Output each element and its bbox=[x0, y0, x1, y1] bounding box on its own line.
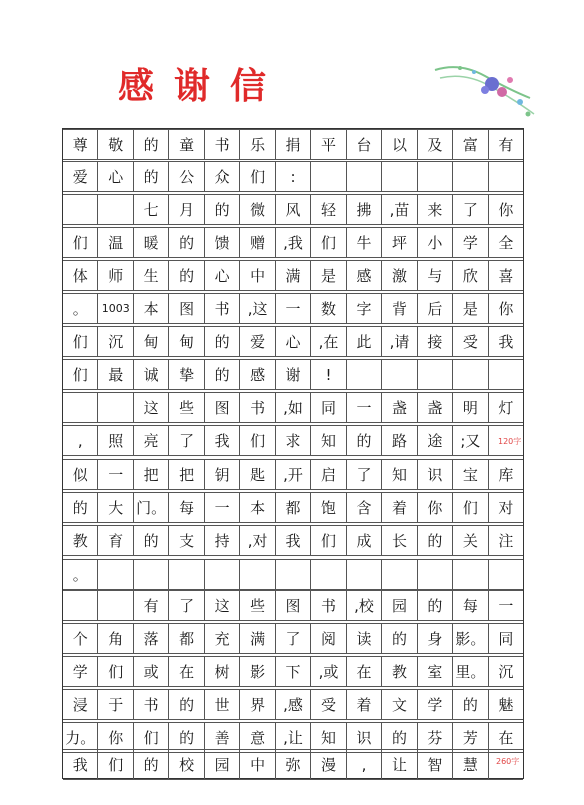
grid-cell: 园 bbox=[205, 749, 240, 780]
grid-cell: 受 bbox=[311, 689, 346, 720]
grid-cell: 是 bbox=[311, 260, 346, 291]
grid-cell: 师 bbox=[98, 260, 133, 291]
grid-cell: 似 bbox=[63, 459, 98, 490]
grid-cell: 心 bbox=[98, 161, 133, 192]
grid-cell: 弥 bbox=[276, 749, 311, 780]
grid-cell: 们 bbox=[63, 326, 98, 357]
grid-cell: 每 bbox=[169, 492, 204, 523]
grid-cell: 下 bbox=[276, 656, 311, 687]
grid-cell: 富 bbox=[453, 129, 488, 160]
grid-cell: 坪 bbox=[382, 227, 417, 258]
grid-cell bbox=[489, 359, 523, 390]
grid-cell: 及 bbox=[418, 129, 453, 160]
grid-cell: 。 bbox=[63, 293, 98, 324]
grid-cell: ,校 bbox=[347, 590, 382, 621]
grid-cell: 漫 bbox=[311, 749, 346, 780]
grid-cell: 大 bbox=[98, 492, 133, 523]
grid-cell: 书 bbox=[311, 590, 346, 621]
grid-cell: 微 bbox=[240, 194, 275, 225]
grid-cell: 你 bbox=[418, 492, 453, 523]
grid-cell: 着 bbox=[382, 492, 417, 523]
grid-cell: 风 bbox=[276, 194, 311, 225]
grid-cell: 把 bbox=[134, 459, 169, 490]
grid-cell: 阅 bbox=[311, 623, 346, 654]
grid-cell: 识 bbox=[418, 459, 453, 490]
grid-row bbox=[63, 326, 523, 357]
grid-cell: ;又 bbox=[453, 425, 488, 456]
grid-cell: 的 bbox=[453, 689, 488, 720]
grid-cell: ,我 bbox=[276, 227, 311, 258]
grid-cell: 同 bbox=[311, 392, 346, 423]
grid-cell: 一 bbox=[98, 459, 133, 490]
grid-cell: 心 bbox=[276, 326, 311, 357]
grid-cell: 室 bbox=[418, 656, 453, 687]
grid-cell: 数 bbox=[311, 293, 346, 324]
grid-cell: ! bbox=[311, 359, 346, 390]
grid-cell: 甸 bbox=[169, 326, 204, 357]
grid-cell: 亮 bbox=[134, 425, 169, 456]
grid-cell: 的 bbox=[205, 194, 240, 225]
grid-row bbox=[63, 459, 523, 490]
grid-cell: 的 bbox=[134, 129, 169, 160]
grid-cell: 挚 bbox=[169, 359, 204, 390]
grid-cell: 识 bbox=[347, 722, 382, 753]
grid-row bbox=[63, 161, 523, 192]
grid-cell bbox=[347, 559, 382, 590]
grid-cell: 明 bbox=[453, 392, 488, 423]
grid-row bbox=[63, 260, 523, 291]
grid-cell: 在 bbox=[169, 656, 204, 687]
grid-cell: 成 bbox=[347, 525, 382, 556]
grid-cell: 有 bbox=[489, 129, 523, 160]
grid-cell: 的 bbox=[134, 749, 169, 780]
grid-cell: 与 bbox=[418, 260, 453, 291]
grid-cell: 诚 bbox=[134, 359, 169, 390]
grid-cell: 众 bbox=[205, 161, 240, 192]
grid-cell: 一 bbox=[205, 492, 240, 523]
grid-cell: 公 bbox=[169, 161, 204, 192]
grid-cell: 乐 bbox=[240, 129, 275, 160]
word-counter-260: 260字 bbox=[496, 757, 520, 766]
grid-cell: 中 bbox=[240, 749, 275, 780]
grid-cell: 盏 bbox=[382, 392, 417, 423]
grid-cell: 的 bbox=[169, 260, 204, 291]
grid-cell: 校 bbox=[169, 749, 204, 780]
grid-cell: 每 bbox=[453, 590, 488, 621]
grid-cell: ,开 bbox=[276, 459, 311, 490]
grid-row bbox=[63, 227, 523, 258]
grid-cell: ,如 bbox=[276, 392, 311, 423]
grid-row bbox=[63, 194, 523, 225]
grid-cell: 后 bbox=[418, 293, 453, 324]
grid-cell: 你 bbox=[489, 293, 523, 324]
grid-cell: 魅 bbox=[489, 689, 523, 720]
grid-cell: 落 bbox=[134, 623, 169, 654]
grid-cell: 门。 bbox=[134, 492, 169, 523]
grid-cell: 把 bbox=[169, 459, 204, 490]
grid-cell: 喜 bbox=[489, 260, 523, 291]
grid-cell: 。 bbox=[63, 559, 98, 590]
grid-cell bbox=[382, 359, 417, 390]
grid-cell: 图 bbox=[169, 293, 204, 324]
grid-cell: 照 bbox=[98, 425, 133, 456]
grid-cell: 体 bbox=[63, 260, 98, 291]
grid-cell: 意 bbox=[240, 722, 275, 753]
grid-cell: 园 bbox=[382, 590, 417, 621]
grid-cell: 是 bbox=[453, 293, 488, 324]
grid-cell: ,让 bbox=[276, 722, 311, 753]
grid-cell: ,感 bbox=[276, 689, 311, 720]
grid-cell bbox=[311, 559, 346, 590]
grid-cell: 书 bbox=[205, 129, 240, 160]
grid-row bbox=[63, 293, 523, 324]
grid-cell: 我 bbox=[63, 749, 98, 780]
grid-cell: 轻 bbox=[311, 194, 346, 225]
grid-cell: 的 bbox=[63, 492, 98, 523]
grid-cell bbox=[418, 559, 453, 590]
grid-cell: 些 bbox=[240, 590, 275, 621]
grid-cell: 了 bbox=[276, 623, 311, 654]
grid-row bbox=[63, 749, 523, 780]
grid-cell: 灯 bbox=[489, 392, 523, 423]
grid-cell: 小 bbox=[418, 227, 453, 258]
grid-cell: 影 bbox=[240, 656, 275, 687]
grid-cell: 的 bbox=[382, 722, 417, 753]
grid-cell: 本 bbox=[240, 492, 275, 523]
grid-cell: 拂 bbox=[347, 194, 382, 225]
grid-cell: , bbox=[63, 425, 98, 456]
grid-cell: 或 bbox=[134, 656, 169, 687]
grid-cell: 尊 bbox=[63, 129, 98, 160]
grid-cell: 世 bbox=[205, 689, 240, 720]
grid-cell: , bbox=[347, 749, 382, 780]
grid-cell: 谢 bbox=[276, 359, 311, 390]
grid-cell: 这 bbox=[134, 392, 169, 423]
grid-cell bbox=[489, 161, 523, 192]
grid-row bbox=[63, 392, 523, 423]
grid-cell: 生 bbox=[134, 260, 169, 291]
grid-cell: 持 bbox=[205, 525, 240, 556]
grid-cell: 心 bbox=[205, 260, 240, 291]
grid-cell: 字 bbox=[347, 293, 382, 324]
grid-cell: 都 bbox=[276, 492, 311, 523]
grid-cell: 最 bbox=[98, 359, 133, 390]
grid-cell: 注 bbox=[489, 525, 523, 556]
grid-cell: 有 bbox=[134, 590, 169, 621]
grid-cell: 的 bbox=[134, 161, 169, 192]
grid-cell: 们 bbox=[63, 359, 98, 390]
grid-cell: 了 bbox=[169, 425, 204, 456]
grid-cell: 学 bbox=[453, 227, 488, 258]
grid-cell: 了 bbox=[453, 194, 488, 225]
grid-cell: 对 bbox=[489, 492, 523, 523]
grid-cell: 接 bbox=[418, 326, 453, 357]
grid-cell: 敬 bbox=[98, 129, 133, 160]
grid-cell bbox=[382, 559, 417, 590]
grid-cell: 感 bbox=[347, 260, 382, 291]
grid-cell: 们 bbox=[453, 492, 488, 523]
grid-cell: 了 bbox=[169, 590, 204, 621]
grid-cell bbox=[169, 559, 204, 590]
grid-cell: 书 bbox=[134, 689, 169, 720]
grid-cell: 图 bbox=[276, 590, 311, 621]
grid-cell bbox=[98, 590, 133, 621]
grid-cell: 求 bbox=[276, 425, 311, 456]
grid-cell: 来 bbox=[418, 194, 453, 225]
grid-cell: 芬 bbox=[418, 722, 453, 753]
grid-cell: 长 bbox=[382, 525, 417, 556]
grid-cell: 一 bbox=[276, 293, 311, 324]
grid-cell: 欣 bbox=[453, 260, 488, 291]
grid-cell: 浸 bbox=[63, 689, 98, 720]
grid-cell bbox=[453, 161, 488, 192]
grid-cell: 于 bbox=[98, 689, 133, 720]
grid-cell: 知 bbox=[382, 459, 417, 490]
grid-cell: 芳 bbox=[453, 722, 488, 753]
grid-cell: 同 bbox=[489, 623, 523, 654]
grid-cell: 七 bbox=[134, 194, 169, 225]
word-counter-120: 120字 bbox=[498, 437, 522, 446]
grid-cell: 着 bbox=[347, 689, 382, 720]
grid-cell: 树 bbox=[205, 656, 240, 687]
grid-cell: 读 bbox=[347, 623, 382, 654]
grid-cell: 满 bbox=[240, 623, 275, 654]
grid-row bbox=[63, 525, 523, 556]
grid-cell: 此 bbox=[347, 326, 382, 357]
grid-cell: 甸 bbox=[134, 326, 169, 357]
grid-cell: 的 bbox=[169, 227, 204, 258]
grid-row bbox=[63, 492, 523, 523]
grid-cell: 捐 bbox=[276, 129, 311, 160]
grid-cell bbox=[63, 392, 98, 423]
grid-cell: 本 bbox=[134, 293, 169, 324]
grid-cell: 一 bbox=[489, 590, 523, 621]
grid-cell: 钥 bbox=[205, 459, 240, 490]
grid-cell bbox=[489, 559, 523, 590]
grid-cell: 些 bbox=[169, 392, 204, 423]
grid-cell: 童 bbox=[169, 129, 204, 160]
grid-cell bbox=[453, 359, 488, 390]
grid-cell: 牛 bbox=[347, 227, 382, 258]
grid-cell: 个 bbox=[63, 623, 98, 654]
grid-cell: 智 bbox=[418, 749, 453, 780]
grid-cell: 你 bbox=[98, 722, 133, 753]
grid-cell: 暖 bbox=[134, 227, 169, 258]
grid-cell: 们 bbox=[98, 749, 133, 780]
grid-row bbox=[63, 623, 523, 654]
grid-cell: 的 bbox=[347, 425, 382, 456]
grid-cell bbox=[205, 559, 240, 590]
grid-cell: 们 bbox=[134, 722, 169, 753]
grid-row bbox=[63, 590, 523, 621]
grid-cell: 的 bbox=[205, 359, 240, 390]
grid-cell: 慧 bbox=[453, 749, 488, 780]
grid-cell: 的 bbox=[205, 326, 240, 357]
grid-cell: 馈 bbox=[205, 227, 240, 258]
grid-cell bbox=[63, 194, 98, 225]
grid-cell: : bbox=[276, 161, 311, 192]
grid-cell: 学 bbox=[418, 689, 453, 720]
grid-cell: 平 bbox=[311, 129, 346, 160]
grid-cell: 宝 bbox=[453, 459, 488, 490]
grid-cell bbox=[418, 359, 453, 390]
grid-cell: 饱 bbox=[311, 492, 346, 523]
grid-cell: 激 bbox=[382, 260, 417, 291]
grid-cell: 盏 bbox=[418, 392, 453, 423]
grid-cell: 书 bbox=[240, 392, 275, 423]
grid-cell bbox=[240, 559, 275, 590]
grid-cell bbox=[98, 559, 133, 590]
grid-row bbox=[63, 129, 523, 160]
grid-cell: 力。 bbox=[63, 722, 98, 753]
grid-cell: 的 bbox=[169, 722, 204, 753]
grid-cell: 受 bbox=[453, 326, 488, 357]
grid-cell: 这 bbox=[205, 590, 240, 621]
grid-cell: 温 bbox=[98, 227, 133, 258]
grid-cell: ,苗 bbox=[382, 194, 417, 225]
grid-cell: 的 bbox=[418, 590, 453, 621]
grid-cell: 知 bbox=[311, 425, 346, 456]
grid-cell: 关 bbox=[453, 525, 488, 556]
grid-cell: 充 bbox=[205, 623, 240, 654]
grid-cell: 1003 bbox=[98, 293, 133, 324]
grid-cell: 在 bbox=[489, 722, 523, 753]
grid-cell: 你 bbox=[489, 194, 523, 225]
grid-row bbox=[63, 425, 523, 456]
grid-cell: 感 bbox=[240, 359, 275, 390]
grid-cell: 书 bbox=[205, 293, 240, 324]
grid-cell: 满 bbox=[276, 260, 311, 291]
grid-cell: 界 bbox=[240, 689, 275, 720]
grid-cell: 全 bbox=[489, 227, 523, 258]
grid-cell: 都 bbox=[169, 623, 204, 654]
grid-cell: 含 bbox=[347, 492, 382, 523]
grid-cell bbox=[347, 359, 382, 390]
grid-row bbox=[63, 656, 523, 687]
grid-cell: 学 bbox=[63, 656, 98, 687]
grid-cell: 沉 bbox=[489, 656, 523, 687]
grid-cell: 我 bbox=[205, 425, 240, 456]
grid-cell: 路 bbox=[382, 425, 417, 456]
floral-decoration-icon bbox=[430, 58, 540, 128]
grid-cell: ,对 bbox=[240, 525, 275, 556]
grid-cell: 在 bbox=[347, 656, 382, 687]
grid-cell bbox=[453, 559, 488, 590]
grid-row bbox=[63, 689, 523, 720]
grid-cell: 我 bbox=[489, 326, 523, 357]
grid-cell: 台 bbox=[347, 129, 382, 160]
grid-cell: 月 bbox=[169, 194, 204, 225]
grid-cell: 中 bbox=[240, 260, 275, 291]
grid-cell: 沉 bbox=[98, 326, 133, 357]
grid-cell: 背 bbox=[382, 293, 417, 324]
grid-cell: 让 bbox=[382, 749, 417, 780]
grid-cell: 教 bbox=[63, 525, 98, 556]
grid-cell: ,请 bbox=[382, 326, 417, 357]
grid-cell bbox=[382, 161, 417, 192]
grid-cell: 身 bbox=[418, 623, 453, 654]
grid-cell: 影。 bbox=[453, 623, 488, 654]
writing-grid bbox=[62, 128, 524, 779]
grid-cell: 们 bbox=[63, 227, 98, 258]
grid-cell bbox=[98, 194, 133, 225]
grid-cell: 教 bbox=[382, 656, 417, 687]
grid-cell bbox=[276, 559, 311, 590]
grid-cell: 们 bbox=[311, 227, 346, 258]
grid-cell: 启 bbox=[311, 459, 346, 490]
grid-row bbox=[63, 559, 523, 590]
grid-cell: 们 bbox=[240, 161, 275, 192]
grid-cell: 的 bbox=[418, 525, 453, 556]
grid-cell bbox=[134, 559, 169, 590]
grid-cell bbox=[98, 392, 133, 423]
grid-cell: 途 bbox=[418, 425, 453, 456]
grid-cell: 库 bbox=[489, 459, 523, 490]
grid-cell: 的 bbox=[382, 623, 417, 654]
grid-cell: 支 bbox=[169, 525, 204, 556]
grid-cell bbox=[311, 161, 346, 192]
grid-cell: 育 bbox=[98, 525, 133, 556]
letter-title: 感谢信 bbox=[118, 65, 287, 107]
grid-cell: 一 bbox=[347, 392, 382, 423]
grid-cell: 爱 bbox=[240, 326, 275, 357]
grid-cell: 赠 bbox=[240, 227, 275, 258]
grid-cell: 图 bbox=[205, 392, 240, 423]
grid-cell: 善 bbox=[205, 722, 240, 753]
grid-cell: ,或 bbox=[311, 656, 346, 687]
grid-cell: 爱 bbox=[63, 161, 98, 192]
grid-cell bbox=[418, 161, 453, 192]
grid-cell: 的 bbox=[169, 689, 204, 720]
grid-cell: 们 bbox=[240, 425, 275, 456]
grid-cell bbox=[63, 590, 98, 621]
grid-cell: ,在 bbox=[311, 326, 346, 357]
grid-row bbox=[63, 359, 523, 390]
grid-cell: 以 bbox=[382, 129, 417, 160]
grid-cell: 们 bbox=[98, 656, 133, 687]
grid-cell: 知 bbox=[311, 722, 346, 753]
grid-cell: 角 bbox=[98, 623, 133, 654]
grid-cell: 了 bbox=[347, 459, 382, 490]
grid-cell: 我 bbox=[276, 525, 311, 556]
grid-cell: 里。 bbox=[453, 656, 488, 687]
grid-cell: 的 bbox=[134, 525, 169, 556]
grid-cell: 文 bbox=[382, 689, 417, 720]
grid-cell: 们 bbox=[311, 525, 346, 556]
grid-cell bbox=[347, 161, 382, 192]
grid-cell: ,这 bbox=[240, 293, 275, 324]
grid-cell: 匙 bbox=[240, 459, 275, 490]
